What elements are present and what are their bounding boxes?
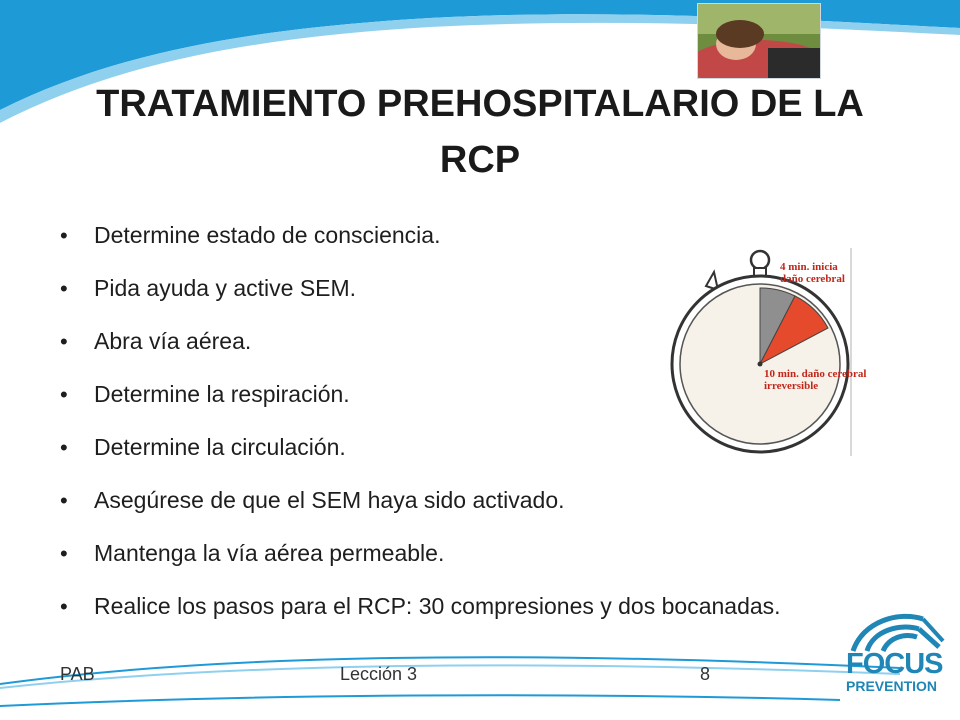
logo-focus-text: FOCUS (846, 648, 943, 680)
label-4-min: 4 min. inicia daño cerebral (780, 261, 845, 285)
slide-title: TRATAMIENTO PREHOSPITALARIO DE LA RCP (96, 83, 864, 181)
header-photo (697, 3, 821, 79)
bullet-item: • Determine la respiración. (60, 381, 820, 408)
bullet-item: • Pida ayuda y active SEM. (60, 275, 820, 302)
footer-lesson: Lección 3 (340, 664, 418, 684)
bullet-item: • Determine la circulación. (60, 434, 820, 461)
bullet-item: • Realice los pasos para el RCP: 30 compresiones y dos bocanadas. (60, 593, 820, 620)
page-number: 8 (700, 664, 711, 684)
bullet-item: • Mantenga la vía aérea permeable. (60, 540, 820, 567)
footer-left-text: PAB (60, 664, 95, 684)
logo-prevention-text: PREVENTION (846, 678, 938, 694)
bullet-item: • Determine estado de consciencia. (60, 222, 820, 249)
label-10-min: 10 min. daño cerebral irreversible (764, 368, 867, 392)
bullet-item: • Abra vía aérea. (60, 328, 820, 355)
footer-wave-decoration (0, 640, 960, 720)
bullet-item: • Asegúrese de que el SEM haya sido activado. (60, 487, 820, 514)
